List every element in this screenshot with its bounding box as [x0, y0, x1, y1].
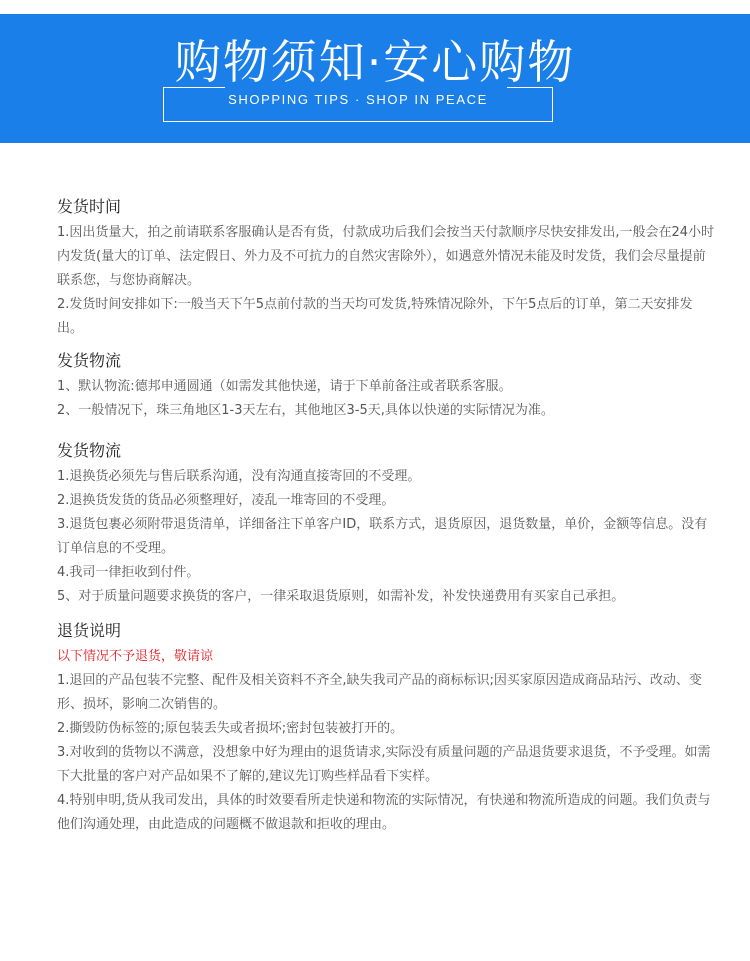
paragraph: 1、默认物流:德邦申通圆通（如需发其他快递，请于下单前备注或者联系客服。	[57, 379, 512, 394]
paragraph: 2.撕毁防伪标签的;原包装丢失或者损坏;密封包装被打开的。	[57, 721, 404, 736]
section-return-exchange	[57, 439, 717, 609]
subtitle-frame-line-left	[163, 87, 225, 88]
paragraph: 2.退换货发货的货品必须整理好，凌乱一堆寄回的不受理。	[57, 493, 395, 508]
section-title: 发货物流	[57, 441, 122, 460]
paragraph: 1.退换货必须先与售后联系沟通，没有沟通直接寄回的不受理。	[57, 469, 421, 484]
section-title: 发货物流	[57, 351, 122, 370]
paragraph: 2.发货时间安排如下:一般当天下午5点前付款的当天均可发货,特殊情况除外，下午5点后的订单，第二天安排发出。	[57, 297, 693, 336]
section-shipping-logistics	[57, 349, 717, 423]
section-shipping-time	[57, 195, 717, 341]
return-notice: 以下情况不予退货，敬请谅	[57, 649, 214, 664]
paragraph: 1.退回的产品包装不完整、配件及相关资料不齐全,缺失我司产品的商标标识;因买家原因造成商品玷污、改动、变形、损坏，影响二次销售的。	[57, 673, 702, 712]
header-banner	[0, 14, 750, 143]
section-return-policy	[57, 619, 717, 837]
section-title: 退货说明	[57, 621, 122, 640]
paragraph: 5、对于质量问题要求换货的客户，一律采取退货原则，如需补发，补发快递费用有买家自己承担。	[57, 589, 625, 604]
banner-subtitle: SHOPPING TIPS · SHOP IN PEACE	[228, 92, 488, 107]
banner-title: 购物须知·安心购物	[174, 35, 576, 89]
paragraph: 1.因出货量大，拍之前请联系客服确认是否有货，付款成功后我们会按当天付款顺序尽快安排发出,一般会在24小时内发货(量大的订单、法定假日、外力及不可抗力的自然灾害除外），如遇意外情况未能及时发货，我们会尽量提前联系您，与您协商解决。	[57, 225, 715, 288]
content-area	[57, 195, 717, 837]
paragraph: 3.退货包裹必须附带退货清单，详细备注下单客户ID，联系方式，退货原因，退货数量，单价，金额等信息。没有订单信息的不受理。	[57, 517, 708, 556]
subtitle-frame-line-right	[507, 87, 553, 88]
paragraph: 4.我司一律拒收到付件。	[57, 565, 200, 580]
paragraph: 3.对收到的货物以不满意，没想象中好为理由的退货请求,实际没有质量问题的产品退货要求退货，不予受理。如需下大批量的客户对产品如果不了解的,建议先订购些样品看下实样。	[57, 745, 711, 784]
paragraph: 4.特别申明,货从我司发出，具体的时效要看所走快递和物流的实际情况，有快递和物流所造成的问题。我们负责与他们沟通处理，由此造成的问题概不做退款和拒收的理由。	[57, 793, 711, 832]
paragraph: 2、一般情况下，珠三角地区1-3天左右，其他地区3-5天,具体以快递的实际情况为准。	[57, 403, 554, 418]
top-white-strip	[0, 0, 750, 14]
section-title: 发货时间	[57, 197, 122, 216]
